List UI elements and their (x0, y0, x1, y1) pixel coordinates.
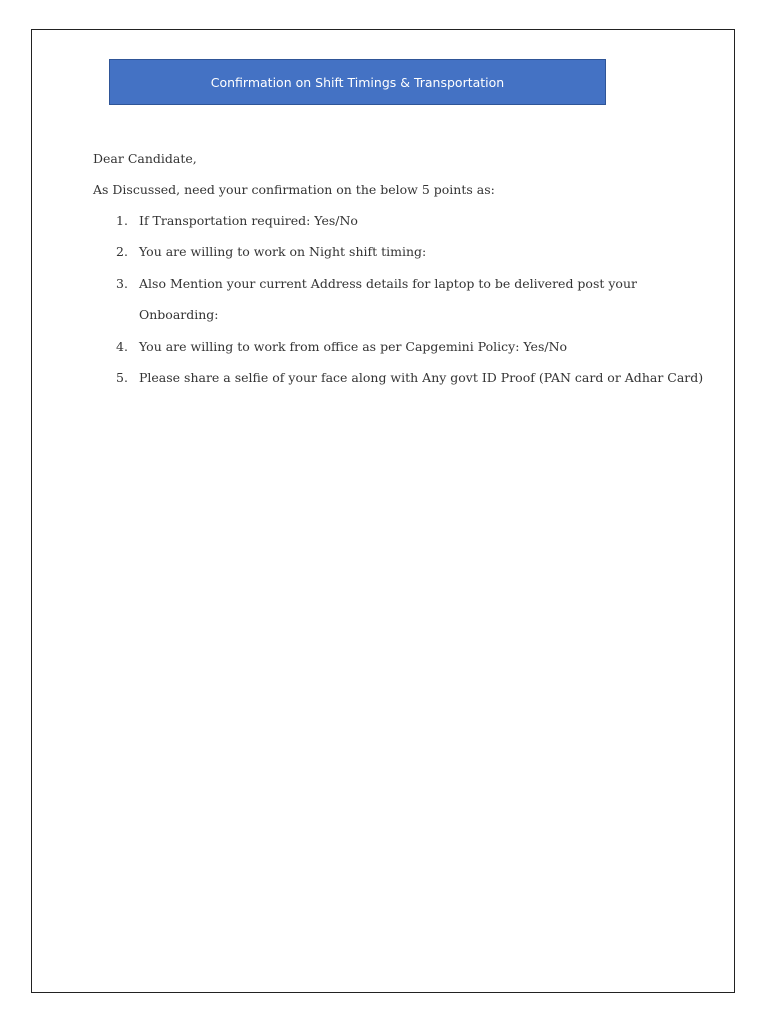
list-item-number: 3. (116, 276, 128, 291)
list-item-number: 4. (116, 339, 128, 354)
list-item-text: Also Mention your current Address details for laptop to be delivered post your (139, 276, 637, 291)
list-item-number: 5. (116, 370, 128, 385)
list-item-continuation: Onboarding: (139, 307, 219, 322)
document-title: Confirmation on Shift Timings & Transportation (210, 74, 505, 90)
intro-text: As Discussed, need your confirmation on the below 5 points as: (93, 182, 495, 197)
page-border (31, 29, 735, 993)
list-item-number: 1. (116, 213, 128, 228)
list-item-number: 2. (116, 244, 128, 259)
list-item-text: If Transportation required: Yes/No (139, 213, 358, 228)
list-item-text: You are willing to work from office as per Capgemini Policy: Yes/No (139, 339, 568, 354)
greeting: Dear Candidate, (93, 151, 197, 166)
list-item-text: You are willing to work on Night shift timing: (139, 244, 427, 259)
list-item-text: Please share a selfie of your face along with Any govt ID Proof (PAN card or Adhar Card) (139, 370, 704, 385)
title-banner (109, 59, 606, 105)
